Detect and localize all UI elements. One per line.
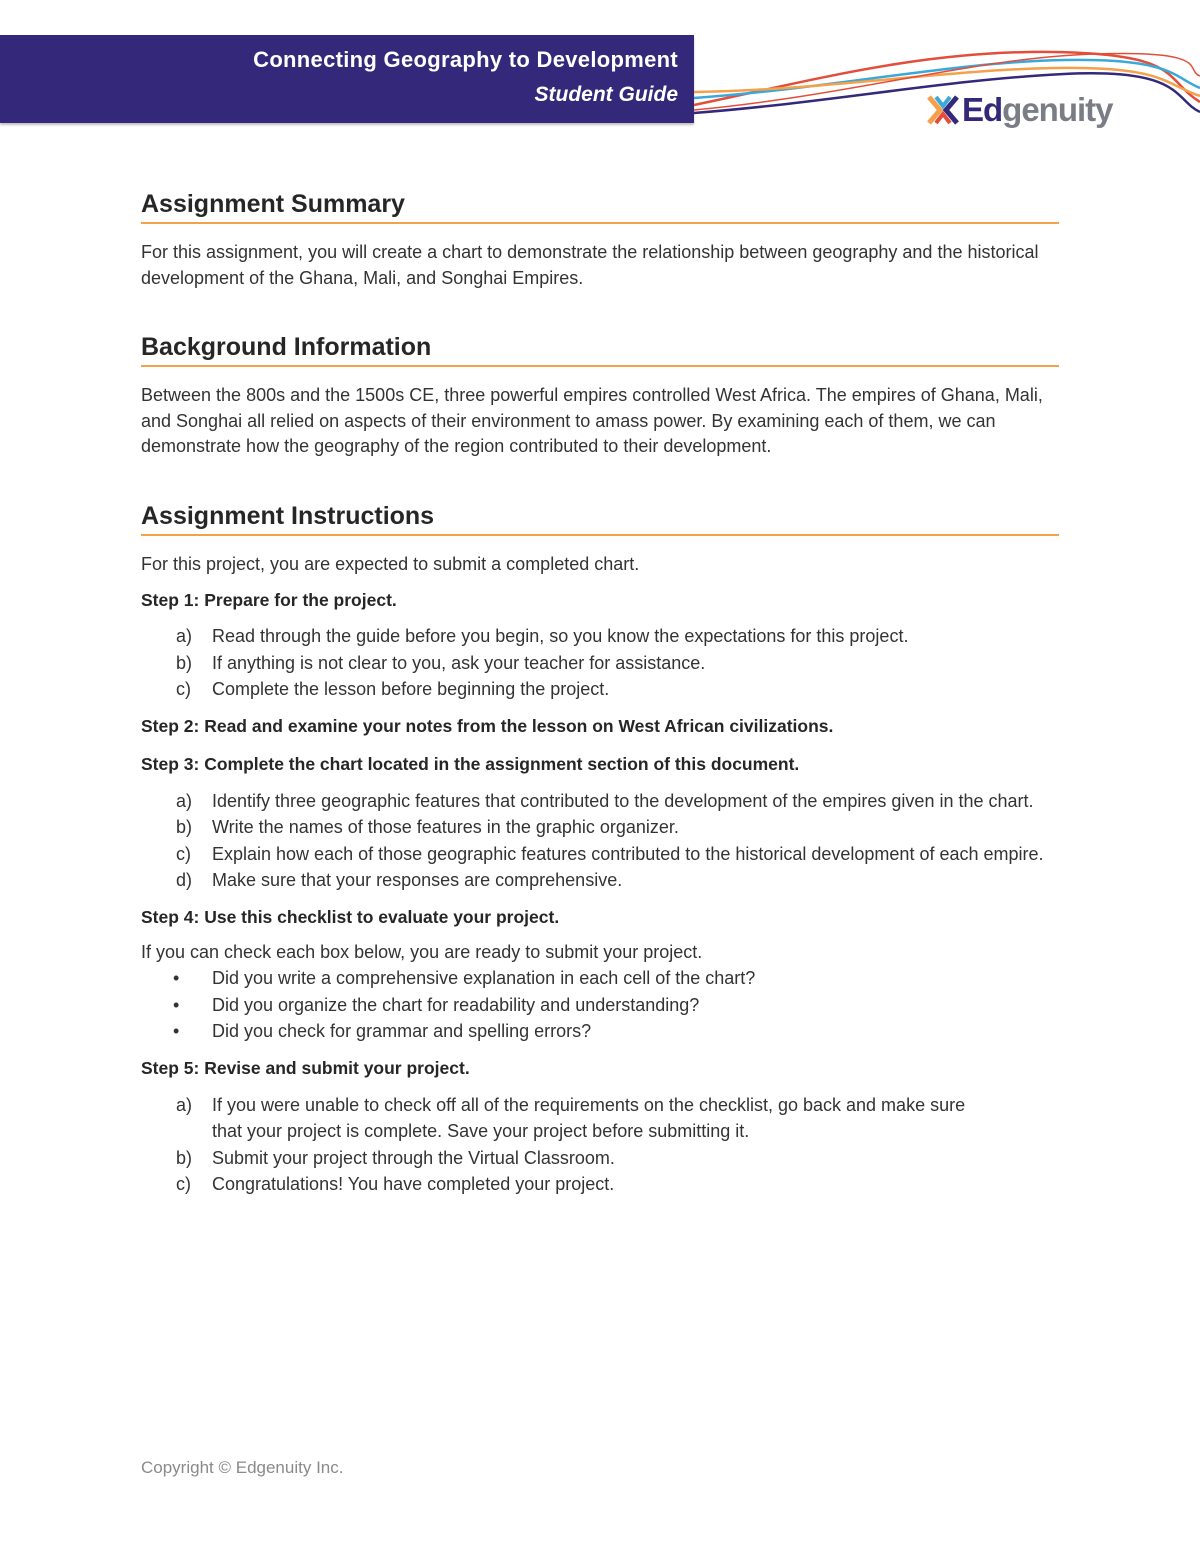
document-title: Connecting Geography to Development (253, 47, 678, 72)
step-1-title: Step 1: Prepare for the project. (141, 590, 397, 610)
step-5-title: Step 5: Revise and submit your project. (141, 1057, 470, 1078)
step-3-title: Step 3: Complete the chart located in the assignment section of this document. (141, 753, 800, 774)
edgenuity-x-icon (926, 93, 960, 127)
background-information-heading: Background Information (141, 333, 1059, 367)
list-item: c) Explain how each of those geographic features contributed to the historical development of each empire. (176, 843, 1044, 864)
checklist-item: • Did you check for grammar and spelling errors? (141, 1018, 1059, 1045)
list-item: c) Complete the lesson before beginning the project. (176, 679, 610, 699)
bullet-icon: • (173, 1021, 180, 1041)
background-information-text: Between the 800s and the 1500s CE, three powerful empires controlled West Africa. The empires of Ghana, Mali, and Songhai all relied on aspects of their environment to amass power. By examining each of them, we can demonstrate how the geography of the region contributed to their development. (141, 385, 1043, 456)
step-2-title: Step 2: Read and examine your notes from the lesson on West African civilizations. (141, 715, 834, 736)
bullet-icon: • (173, 994, 180, 1015)
list-item: a) Read through the guide before you begin, so you know the expectations for this project. (176, 626, 909, 646)
document-subtitle: Student Guide (534, 83, 678, 106)
logo-wordmark: Edgenuity (962, 91, 1113, 128)
checklist-intro: If you can check each box below, you are ready to submit your project. (141, 941, 703, 962)
assignment-instructions-heading: Assignment Instructions (141, 502, 1059, 536)
list-item: c) Congratulations! You have completed your project. (176, 1174, 615, 1194)
checklist-item: • Did you organize the chart for readability and understanding? (141, 992, 1059, 1019)
step-4-title: Step 4: Use this checklist to evaluate your project. (141, 906, 560, 927)
checklist (141, 965, 1059, 1045)
checklist-item: • Did you write a comprehensive explanation in each cell of the chart? (141, 965, 1059, 992)
instructions-intro: For this project, you are expected to submit a completed chart. (141, 553, 640, 574)
assignment-summary-heading: Assignment Summary (141, 190, 1059, 224)
step-3-list (141, 788, 1059, 894)
list-item: a) If you were unable to check off all of the requirements on the checklist, go back and make sure that your project is complete. Save your project before submitting it. (176, 1094, 966, 1141)
list-item: b) Write the names of those features in the graphic organizer. (176, 817, 679, 837)
list-item: d) Make sure that your responses are comprehensive. (176, 870, 623, 890)
document-body (141, 190, 1059, 1198)
list-item: a) Identify three geographic features that contributed to the development of the empires given in the chart. (176, 790, 1034, 811)
list-item: b) Submit your project through the Virtual Classroom. (176, 1147, 615, 1168)
copyright-footer: Copyright © Edgenuity Inc. (141, 1458, 344, 1477)
step-5-list (141, 1092, 1059, 1198)
step-1-list (141, 623, 1059, 703)
assignment-summary-text: For this assignment, you will create a chart to demonstrate the relationship between geography and the historical development of the Ghana, Mali, and Songhai Empires. (141, 242, 1039, 288)
list-item: b) If anything is not clear to you, ask your teacher for assistance. (176, 652, 706, 673)
edgenuity-logo (926, 90, 1113, 130)
bullet-icon: • (173, 968, 180, 988)
header-banner (0, 35, 694, 123)
